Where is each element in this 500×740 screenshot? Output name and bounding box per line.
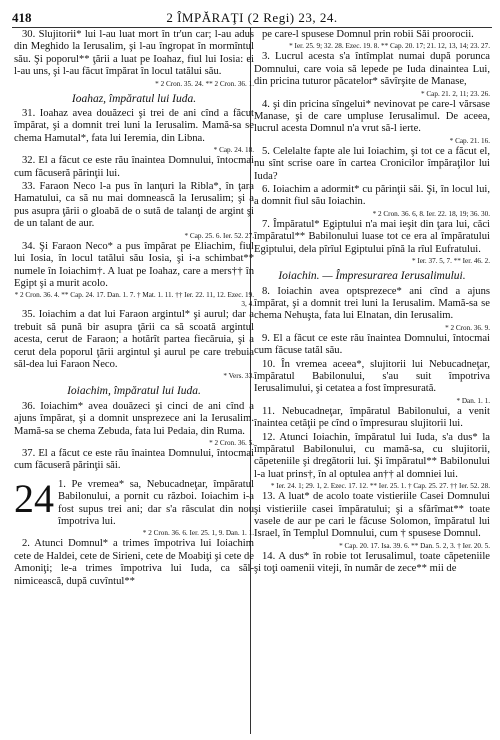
section-heading: Ioiachim, împăratul lui Iuda. xyxy=(67,385,201,398)
cross-reference: * 2 Cron. 36. 9. xyxy=(445,323,490,332)
right-column xyxy=(254,29,490,734)
verse: 13. A luat* de acolo toate vistieriile Casei Domnului şi vistieriile casei împăratului; şi a sfărîmat** toate vasele de aur pe cari le făcuse Solomon, împăratul lui Israel, în Templul Domnului, cum † spusese Domnul. xyxy=(254,491,490,540)
verse: 3. Lucrul acesta s'a întîmplat numai după porunca Domnului, care voia să lepede pe Iuda dinaintea Lui, din pricina tuturor păcatelor* săvîrşite de Manase, xyxy=(254,51,490,88)
verse: 8. Ioiachin avea optsprezece* ani cînd a ajuns împărat, şi a domnit trei luni la Ierusalim. Mamă-sa se chema Nehuşta, fata lui Elnatan, din Ierusalim. xyxy=(254,285,490,322)
verse: 6. Ioiachim a adormit* cu părinţii săi. Şi, în locul lui, a domnit fiul său Ioiachin. xyxy=(254,184,490,208)
cross-reference: * 2 Cron. 36. 6. Ier. 25. 1, 9. Dan. 1. 1. xyxy=(142,529,254,538)
cross-reference: * Cap. 25. 6. Ier. 52. 27. xyxy=(184,231,254,240)
verse: 5. Celelalte fapte ale lui Ioiachim, şi tot ce a făcut el, nu sînt scrise oare în cartea Cronicilor împăraţilor lui Iuda? xyxy=(254,145,490,182)
verse: 34. Şi Faraon Neco* a pus împărat pe Eliachim, fiul lui Iosia, în locul tatălui său Iosia, şi i-a schimbat** numele în Ioiachim†. A luat pe Ioahaz, care a mers†† în Egipt şi a murit acolo. xyxy=(14,240,254,289)
section-heading: Ioahaz, împăratul lui Iuda. xyxy=(71,92,197,105)
header-rule xyxy=(12,27,492,28)
cross-reference: * 2 Cron. 36. 4. ** Cap. 24. 17. Dan. 1. 7. † Mat. 1. 11. †† Ier. 22. 11, 12. Ezec. 19. 3, 4. xyxy=(14,291,254,309)
cross-reference: * Vers. 33. xyxy=(223,372,254,381)
verse: 37. El a făcut ce este rău înaintea Domnului, întocmai cum făcuseră părinţii săi. xyxy=(14,447,254,472)
chapter-start xyxy=(14,475,254,529)
verse: 32. El a făcut ce este rău înaintea Domnului, întocmai cum făcuseră părinţii lui. xyxy=(14,155,254,179)
verse: 2. Atunci Domnul* a trimes împotriva lui Ioiachim cete de Haldei, cete de Sirieni, cete de Moabiţi şi cete de Amoniţi; le-a trimes împotriva lui Iuda, ca săl-nimicească, după cuvîntul** xyxy=(14,538,254,587)
verse: pe care-l spusese Domnul prin robii Săi proorocii. xyxy=(262,29,474,40)
cross-reference: * Cap. 20. 17. Isa. 39. 6. ** Dan. 5. 2, 3. † Ier. 20. 5. xyxy=(339,541,490,550)
verse: 12. Atunci Ioiachin, împăratul lui Iuda, s'a dus* la împăratul Babilonului, cu mamă-sa, cu slujitorii, căpeteniile şi dregătorii lui. Şi împăratul** Babilonului l-a luat prins†, în al optulea an†† al domniei lui. xyxy=(254,431,490,480)
verse: 35. Ioiachim a dat lui Faraon argintul* şi aurul; dar a trebuit să pună bir asupra ţării ca să scoată argintul acesta, cerut de Faraon; a hotărît partea fiecăruia, şi a cerut dela poporul ţării argintul şi aurul pe care trebuia săl-dea lui Faraon Neco. xyxy=(14,309,254,370)
cross-reference: * Cap. 21. 2, 11; 23. 26. xyxy=(420,89,490,98)
left-column xyxy=(14,29,254,734)
page-header xyxy=(12,10,492,28)
verse-text: 1. Pe vremea* sa, Nebucadneţar, împăratul Babilonului, a pornit cu război. Ioiachim i-a fost supus trei ani; dar s'a răsculat din nou împotriva lui. xyxy=(58,478,254,527)
running-title: 2 ÎMPĂRAŢI (2 Regi) 23, 24. xyxy=(166,10,338,25)
verse: 36. Ioiachim* avea douăzeci şi cinci de ani cînd a ajuns împărat, şi a domnit unsprezece ani la Ierusalim. Mamă-sa se chema Zebuda, fata lui Pedaia, din Ruma. xyxy=(14,400,254,437)
cross-reference: * 2 Cron. 35. 24. ** 2 Cron. 36. 1. xyxy=(155,79,254,88)
cross-reference: * Ier. 25. 9; 32. 28. Ezec. 19. 8. ** Cap. 20. 17; 21. 12, 13, 14; 23. 27. xyxy=(289,42,490,51)
section-heading: Ioiachin. — Împresurarea Ierusalimului. xyxy=(278,270,466,283)
verse: 30. Slujitorii* lui l-au luat mort în tr'un car; l-au adus din Meghido la Ierusalim, şi l-au îngropat în mormîntul său. Şi poporul** ţării a luat pe Ioahaz, fiul lui Iosia: ei l-au uns, şi l-au făcut împărat în locul tatălui său. xyxy=(14,29,254,78)
cross-reference: * 2 Cron. 36. 5. xyxy=(209,438,254,447)
verse: 11. Nebucadneţar, împăratul Babilonului, a venit înaintea cetăţii pe cînd o împresurau slujitorii lui. xyxy=(254,405,490,430)
verse: 7. Împăratul* Egiptului n'a mai ieşit din ţara lui, căci împăratul** Babilonului luase tot ce era al împăratului Egiptului, dela pîrîul Egiptului pînă la rîul Eufratului. xyxy=(254,218,490,255)
verse: 14. A dus* în robie tot Ierusalimul, toate căpeteniile şi toţi oamenii viteji, în număr de zece** mii de xyxy=(254,550,490,575)
cross-reference: * Cap. 21. 16. xyxy=(449,136,490,145)
chapter-number: 24 xyxy=(14,475,54,521)
cross-reference: * 2 Cron. 36. 6, 8. Ier. 22. 18, 19; 36. 30. xyxy=(372,209,490,218)
cross-reference: * Ier. 24. 1; 29. 1, 2. Ezec. 17. 12. ** Ier. 25. 1. † Cap. 25. 27. †† Ier. 52. 28. xyxy=(270,482,490,491)
verse: 9. El a făcut ce este rău înaintea Domnului, întocmai cum făcuse tatăl său. xyxy=(254,332,490,357)
verse: 33. Faraon Neco l-a pus în lanţuri la Ribla*, în ţara Hamatului, ca să nu mai domnească la Ierusalim; şi a pus asupra ţării o gloabă de o sută de talanţi de argint şi de un talant de aur. xyxy=(14,181,254,230)
page-number: 418 xyxy=(12,10,32,25)
verse: 4. şi din pricina sîngelui* nevinovat pe care-l vărsase Manase, şi de care umpluse Ierusalimul. De aceea, lucrul acesta Domnul n'a vrut să-l ierte. xyxy=(254,98,490,135)
verse: 31. Ioahaz avea douăzeci şi trei de ani cînd a făcut împărat, şi a domnit trei luni la Ierusalim. Mamă-sa se chema Hamutal*, fata lui Ieremia, din Libna. xyxy=(14,108,254,144)
verse: 10. În vremea aceea*, slujitorii lui Nebucadneţar, împăratul Babilonului, s'au suit împotriva Ierusalimului, şi cetatea a fost împresurată. xyxy=(254,358,490,395)
cross-reference: * Ier. 37. 5, 7. ** Ier. 46. 2. xyxy=(411,257,490,266)
cross-reference: * Cap. 24. 18. xyxy=(213,146,254,155)
cross-reference: * Dan. 1. 1. xyxy=(456,396,490,405)
